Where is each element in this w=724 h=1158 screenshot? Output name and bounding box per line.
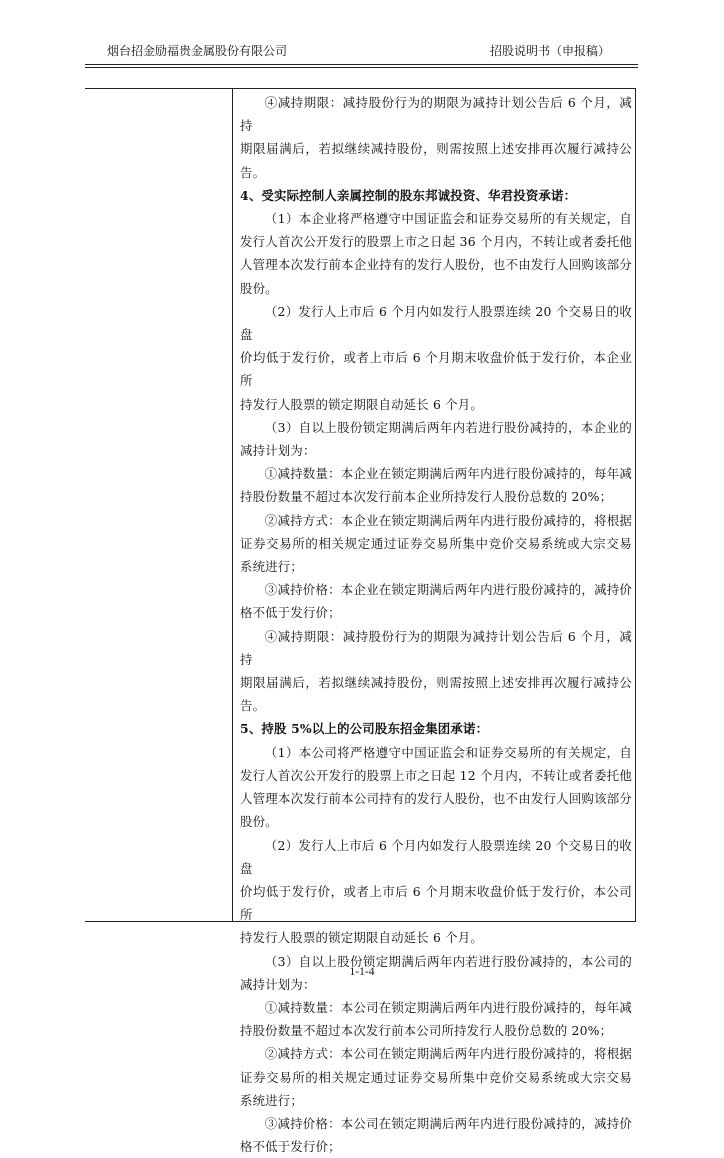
paragraph-line: 持股份数量不超过本次发行前本企业所持发行人股份总数的 20%； [240, 489, 613, 505]
page-number: 1-1-4 [349, 966, 375, 978]
paragraph-line: 持股份数量不超过本次发行前本公司所持发行人股份总数的 20%； [240, 1023, 613, 1039]
paragraph-line: 股份。 [240, 814, 278, 830]
paragraph-line: 格不低于发行价； [240, 605, 341, 621]
paragraph-line: 持发行人股票的锁定期限自动延长 6 个月。 [240, 930, 483, 946]
paragraph-line: ④减持期限：减持股份行为的期限为减持计划公告后 6 个月，减持 [240, 95, 632, 134]
paragraph-line: ③减持价格：本公司在锁定期满后两年内进行股份减持的，减持价 [264, 1115, 632, 1131]
paragraph-line: （1）本公司将严格遵守中国证监会和证券交易所的有关规定，自 [264, 744, 632, 760]
section-heading: 4、受实际控制人亲属控制的股东邦诚投资、华君投资承诺： [240, 187, 577, 203]
section-heading: 5、持股 5%以上的公司股东招金集团承诺： [240, 721, 489, 737]
page-header [85, 42, 638, 60]
paragraph-line: （3）自以上股份锁定期满后两年内若进行股份减持的，本企业的 [264, 419, 632, 435]
paragraph-line: 人管理本次发行前本公司持有的发行人股份，也不由发行人回购该部分 [240, 791, 632, 807]
paragraph-line: 人管理本次发行前本企业持有的发行人股份，也不由发行人回购该部分 [240, 257, 632, 273]
paragraph-line: 期限届满后，若拟继续减持股份，则需按照上述安排再次履行减持公告。 [240, 141, 632, 180]
table-content-cell [240, 91, 632, 1158]
paragraph-line: 格不低于发行价； [240, 1139, 341, 1155]
paragraph-line: 价均低于发行价，或者上市后 6 个月期末收盘价低于发行价，本公司所 [240, 883, 632, 923]
paragraph-line: （3）自以上股份锁定期满后两年内若进行股份减持的，本公司的 [264, 953, 632, 969]
paragraph-line: 期限届满后，若拟继续减持股份，则需按照上述安排再次履行减持公告。 [240, 675, 632, 714]
table-right-border [635, 89, 636, 921]
paragraph-line: ①减持数量：本公司在锁定期满后两年内进行股份减持的，每年减 [264, 999, 632, 1015]
page-footer [0, 966, 724, 978]
paragraph-line: 系统进行； [240, 1092, 303, 1108]
paragraph-line: （2）发行人上市后 6 个月内如发行人股票连续 20 个交易日的收盘 [240, 837, 632, 876]
table-column-divider [232, 89, 233, 921]
paragraph-line: （1）本企业将严格遵守中国证监会和证券交易所的有关规定，自 [264, 211, 632, 227]
paragraph-line: ④减持期限：减持股份行为的期限为减持计划公告后 6 个月，减持 [240, 628, 632, 667]
paragraph-line: 持发行人股票的锁定期限自动延长 6 个月。 [240, 396, 483, 412]
paragraph-line: 价均低于发行价，或者上市后 6 个月期末收盘价低于发行价，本企业所 [240, 350, 632, 389]
paragraph-line: 证券交易所的相关规定通过证券交易所集中竞价交易系统或大宗交易 [240, 535, 632, 551]
paragraph-line: ①减持数量：本企业在锁定期满后两年内进行股份减持的，每年减 [264, 466, 632, 482]
paragraph-line: 发行人首次公开发行的股票上市之日起 12 个月内，不转让或者委托他 [240, 767, 632, 783]
paragraph-line: 系统进行； [240, 559, 303, 575]
header-rule-thin [85, 67, 638, 68]
paragraph-line: 减持计划为： [240, 443, 316, 459]
header-rule [85, 64, 638, 65]
paragraph-line: 股份。 [240, 280, 278, 296]
document-title: 招股说明书（申报稿） [489, 44, 610, 58]
paragraph-line: ②减持方式：本公司在锁定期满后两年内进行股份减持的，将根据 [264, 1046, 632, 1062]
paragraph-line: （2）发行人上市后 6 个月内如发行人股票连续 20 个交易日的收盘 [240, 303, 632, 343]
paragraph-line: ③减持价格：本企业在锁定期满后两年内进行股份减持的，减持价 [264, 582, 632, 598]
paragraph-line: 发行人首次公开发行的股票上市之日起 36 个月内，不转让或者委托他 [240, 234, 632, 250]
paragraph-line: ②减持方式：本企业在锁定期满后两年内进行股份减持的，将根据 [264, 512, 632, 528]
paragraph-line: 减持计划为： [240, 976, 316, 992]
company-name: 烟台招金励福贵金属股份有限公司 [107, 44, 288, 58]
paragraph-line: 证券交易所的相关规定通过证券交易所集中竞价交易系统或大宗交易 [240, 1069, 632, 1085]
